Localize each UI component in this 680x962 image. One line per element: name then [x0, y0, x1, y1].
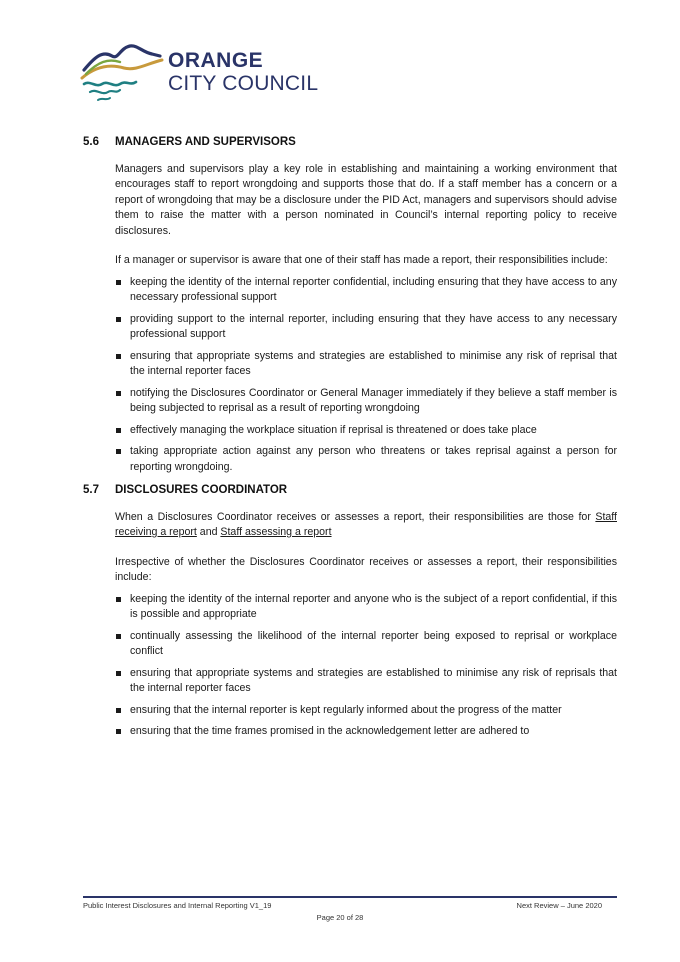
bullet-square-icon — [116, 708, 121, 713]
bullet-square-icon — [116, 449, 121, 454]
list-item: effectively managing the workplace situation if reprisal is threatened or does take place — [115, 423, 617, 439]
list-item: keeping the identity of the internal reporter confidential, including ensuring that they have access to any necessary professional support — [115, 275, 617, 306]
section-5-6-lead: If a manager or supervisor is aware that one of their staff has made a report, their responsibilities include: — [115, 254, 608, 266]
list-item: ensuring that appropriate systems and strategies are established to minimise any risk of reprisals that the internal reporter faces — [115, 666, 617, 697]
list-item: keeping the identity of the internal reporter and anyone who is the subject of a report confidential, if this is possible and appropriate — [115, 592, 617, 623]
section-title: DISCLOSURES COORDINATOR — [115, 484, 288, 496]
list-item: taking appropriate action against any person who threatens or takes reprisal against a person for reporting wrongdoing. — [115, 444, 617, 475]
council-logo — [80, 40, 340, 108]
bullet-square-icon — [116, 634, 121, 639]
bullet-square-icon — [116, 317, 121, 322]
document-body — [83, 135, 617, 748]
bullet-square-icon — [116, 280, 121, 285]
bullet-square-icon — [116, 391, 121, 396]
council-logo-mark-icon — [80, 40, 164, 104]
list-item: continually assessing the likelihood of the internal reporter being exposed to reprisal or workplace conflict — [115, 629, 617, 660]
footer-review-date: Next Review – June 2020 — [516, 901, 602, 910]
logo-wordmark-orange: ORANGE — [168, 49, 264, 72]
section-heading-5-6 — [83, 135, 617, 151]
section-heading-5-7 — [83, 483, 617, 499]
bullet-square-icon — [116, 729, 121, 734]
list-item: ensuring that the time frames promised in the acknowledgement letter are adhered to — [115, 724, 617, 740]
section-number: 5.7 — [83, 484, 99, 496]
footer-divider — [83, 896, 617, 898]
section-5-7-intro: When a Disclosures Coordinator receives or assesses a report, their responsibilities are those for Staff receiving a report and Staff assessing a report — [115, 510, 617, 538]
section-5-6-intro: Managers and supervisors play a key role in establishing and maintaining a working environment that encourages staff to report wrongdoing and supports those that do. If a staff member has a concern or a report of wrongdoing that may be a disclosure under the PID Act, managers and supervisors should advise them to raise the matter with a person nominated in Council’s internal reporting policy to receive disclosures. — [115, 162, 617, 237]
list-item: ensuring that the internal reporter is kept regularly informed about the progress of the matter — [115, 703, 617, 719]
staff-receiving-report-link[interactable]: Staff receiving a report — [115, 510, 617, 538]
list-item: notifying the Disclosures Coordinator or General Manager immediately if they believe a staff member is being subjected to reprisal as a result of reporting wrongdoing — [115, 386, 617, 417]
bullet-square-icon — [116, 597, 121, 602]
section-5-6-responsibilities — [115, 275, 617, 476]
logo-wordmark-city-council: CITY COUNCIL — [168, 72, 319, 95]
page-number: Page 20 of 28 — [316, 913, 364, 922]
bullet-square-icon — [116, 428, 121, 433]
section-5-7-responsibilities — [115, 592, 617, 740]
footer-document-title: Public Interest Disclosures and Internal Reporting V1_19 — [83, 901, 272, 910]
staff-assessing-report-link[interactable]: Staff assessing a report — [220, 526, 332, 538]
list-item: ensuring that appropriate systems and strategies are established to minimise any risk of reprisal that the internal reporter faces — [115, 349, 617, 380]
bullet-square-icon — [116, 354, 121, 359]
bullet-square-icon — [116, 671, 121, 676]
section-title: MANAGERS AND SUPERVISORS — [115, 136, 296, 148]
section-5-7-lead: Irrespective of whether the Disclosures Coordinator receives or assesses a report, their responsibilities include: — [115, 555, 617, 583]
section-number: 5.6 — [83, 136, 99, 148]
list-item: providing support to the internal reporter, including ensuring that they have access to any necessary professional support — [115, 312, 617, 343]
